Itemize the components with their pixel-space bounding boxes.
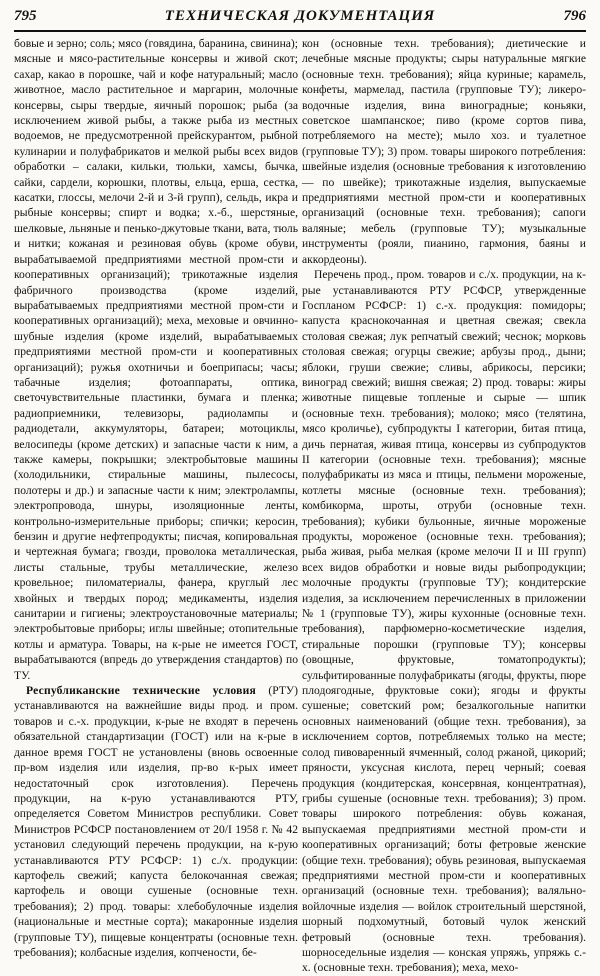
page-number-left: 795 [14,8,37,24]
page-title: ТЕХНИЧЕСКАЯ ДОКУМЕНТАЦИЯ [164,8,436,24]
paragraph: кон (основные техн. требования); диетические и лечебные мясные продукты; сыры натуральные мягкие (основные техн. требования); яйца куриные; карамель, конфеты, мармелад, пастила (групповые ТУ); ликеро-водочные изделия, вина виноградные; коньяки, советское шампанское; пиво (кроме сортов пива, потребляемого на месте); мыло хоз. и туалетное (групповые ТУ); 3) пром. товары широкого потребления: швейные изделия (основные требования к изготовлению — по швейке); трикотажные изделия, выпускаемые предприятиями местной пром-сти и кооперативных организаций (основные техн. требования); сапоги валяные; мебель (групповые ТУ); музыкальные инструменты (рояли, пианино, гармония, баяны и аккордеоны). [302,37,586,266]
page-number-right: 796 [563,8,586,24]
text-columns [14,36,586,976]
right-column [302,36,586,976]
paragraph-text: (РТУ) устанавливаются на важнейшие виды прод. и пром. товаров и с.-х. продукции, к-рые не входят в перечень обязательной стандартизации (ГОСТ) или на к-рые в данное время ГОСТ не установлены (вновь освоенные пр-вом изделия или изделия, пр-во к-рых имеет недостаточный срок изготовления). Перечень продукции, на к-рую устанавливаются РТУ, определяется Советом Министров республики. Совет Министров РСФСР постановлением от 20/I 1958 г. № 42 установил следующий перечень продукции, на к-рую устанавливаются РТУ РСФСР: 1) с./х. продукции: картофель свежий; капуста белокочанная свежая; картофель и овощи сушеные (основные техн. требования); 2) прод. товары: хлебобулочные изделия (национальные и местные сорта); макаронные изделия (групповые ТУ), пищевые концентраты (основные техн. требования); колбасные изделия, копчености, бе- [14,684,298,959]
paragraph [14,683,298,960]
left-column [14,36,298,976]
paragraph: бовые и зерно; соль; мясо (говядина, баранина, свинина); мясные и мясо-растительные консервы и живой скот; сахар, какао в порошке, чай и кофе натуральный; масло животное, масло растительное и маргарин, молочные консервы, сыры твердые, яичный порошок; рыба (за исключением живой рыбы, а также рыба из местных водоемов, не предусмотренной прейскурантом, рыбной кулинарии и полуфабрикатов и мелкой рыбы всех видов обработки – салаки, кильки, тюльки, хамсы, бычка, сайки, сардели, корюшки, плотвы, ельца, ерша, сестка, касатки, глоссы, мелочи 2-й и 3-й групп), сельдь, икра и рыбные консервы; спирт и водка; х.-б., шерстяные, шелковые, льняные и пенько-джутовые ткани, вата, тюль и нитки; кожаная и резиновая обувь (кроме обуви, вырабатываемой предприятиями местной пром-сти и кооперативных организаций); трикотажные изделия фабричного производства (кроме изделий, вырабатываемых предприятиями местной пром-сти и кооперативных организаций); меха, меховые и овчинно-шубные изделия (кроме изделий, вырабатываемых предприятиями местной пром-сти и кооперативных организаций); ружья охотничьи и боеприпасы; часы; табачные изделия; фотоаппараты, оптика, светочувствительные пластинки, бумага и пленка; радиоприемники, телевизоры, радиолампы и радиодетали, аккумуляторы, батареи; мотоциклы, велосипеды (кроме детских) и запасные части к ним, а также камеры, покрышки; электробытовые машины (холодильники, стиральные машины, пылесосы, полотеры и др.) и запасные части к ним; электролампы, электропровода, шнуры, изоляционные ленты, контрольно-измерительные приборы; спички; керосин, бензин и другие нефтепродукты; писчая, копировальная и чертежная бумага; гвозди, проволока металлическая, листы стальные, трубы металлические, железо кровельное; пиломатериалы, фанера, круглый лес хвойных и твердых пород; медикаменты, изделия санитарии и гигиены; электроустановочные материалы; электробытовые приборы; иглы швейные; отопительные котлы и арматура. Товары, на к-рые не имеется ГОСТ, вырабатываются (впредь до утверждения стандартов) по ТУ. [14,37,298,682]
paragraph: Перечень прод., пром. товаров и с./х. продукции, на к-рые устанавливаются РТУ РСФСР, утвержденные Госпланом РСФСР: 1) с.-х. продукция: помидоры; капуста краснокочанная и цветная свежая; свекла столовая свежая; лук репчатый свежий; чеснок; морковь столовая свежая; огурцы свежие; арбузы прод., дыни; яблоки, груши свежие; сливы, абрикосы, персики; виноград свежий; вишня свежая; 2) прод. товары: жиры животные пищевые топленые и сырые — шпик (основные техн. требования); молоко; мясо (телятина, мясо кроличье), субпродукты I категории, битая птица, дичь пернатая, живая птица, консервы из субпродуктов II категории (основные техн. требования); мясные полуфабрикаты из мяса и птицы, пельмени мороженые, котлеты мясные (основные техн. требования); комбикорма, шроты, отруби (основные техн. требования); кубики бульонные, яичные мороженые продукты, мороженое (основные техн. требования); рыба живая, рыба мелкая (кроме мелочи II и III групп) всех видов обработки и новые виды рыбопродукции; молочные продукты (групповые ТУ); кондитерские изделия, за исключением перечисленных в приложении № 1 (групповые ТУ), жиры кухонные (основные техн. требования), парфюмерно-косметические изделия, стиральные порошки (групповые ТУ); консервы (овощные, фруктовые, томатопродукты); сульфитированные полуфабрикаты (ягоды, фрукты, пюре плодоягодные, фруктовые соки); ягоды и фрукты сушеные; советский ром; безалкогольные напитки основных наименований (общие техн. требования), за исключением сортов, потребляемых только на месте; солод пивоваренный ячменный, солод ржаной, цикорий; пряности, уксусная кислота, перец черный; соевая продукция (кондитерская, консервная, концентратная), грибы сушеные (основные техн. требования); 3) пром. товары широкого потребления: обувь кожаная, выпускаемая предприятиями местной пром-сти и кооперативных организаций; боты фетровые женские (общие техн. требования); обувь резиновая, выпускаемая предприятиями местной пром-сти и кооперативных организаций (основные техн. требования); валяльно-войлочные изделия — войлок строительный шерстяной, шорный подхомутный, ботовый чулок женский фетровый (основные техн. требования). шорноседельные изделия — конская упряжь, упряжь с.-х. (основные техн. требования); меха, мехо- [302,268,586,975]
header-rule [14,30,586,32]
term-heading: Республиканские технические условия [26,684,256,698]
running-header [14,8,586,30]
